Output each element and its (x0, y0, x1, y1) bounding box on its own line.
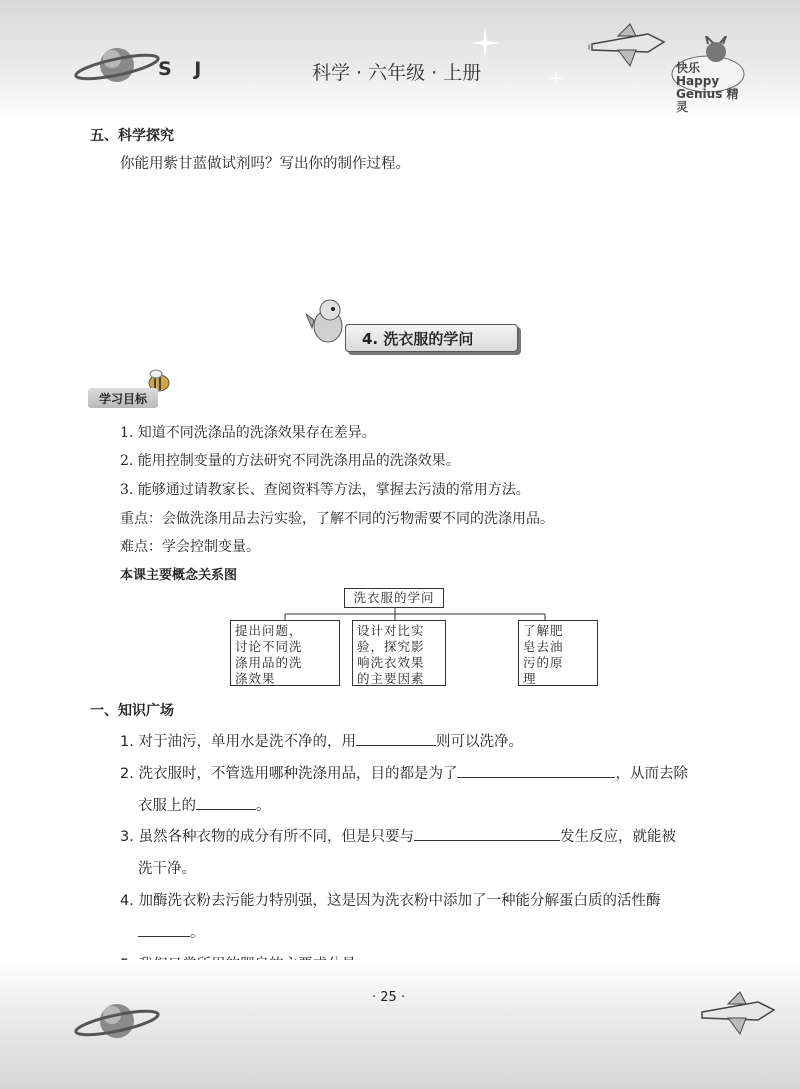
key-point: 重点：会做洗涤用品去污实验，了解不同的污物需要不同的洗涤用品。 (120, 511, 554, 527)
space-shuttle-icon (698, 990, 778, 1040)
answer-blank[interactable] (414, 826, 560, 841)
concept-map-node: 提出问题， 讨论不同洗 涤用品的洗 涤效果 (230, 620, 340, 686)
logo-text: 快乐 Happy Genius 精灵 (676, 61, 739, 114)
goal-item: 2. 能用控制变量的方法研究不同洗涤用品的洗涤效果。 (120, 453, 460, 469)
series-code: S J (158, 58, 210, 80)
lesson-title: 4. 洗衣服的学问 (345, 324, 518, 352)
space-shuttle-icon (588, 22, 668, 72)
answer-blank[interactable] (138, 922, 190, 937)
difficulty: 难点：学会控制变量。 (120, 539, 260, 555)
sparkle-icon (470, 28, 500, 58)
question-4-cont: 。 (138, 921, 205, 942)
section-five-title: 五、科学探究 (90, 128, 174, 144)
answer-blank[interactable] (356, 731, 436, 746)
planet-icon (72, 38, 162, 92)
goal-item: 1. 知道不同洗涤品的洗涤效果存在差异。 (120, 425, 376, 441)
question-2: 2. 洗衣服时，不管选用哪种洗涤用品，目的都是为了 ，从而去除 (120, 762, 688, 783)
page-number: · 25 · (372, 990, 406, 1005)
concept-map-node: 设计对比实 验，探究影 响洗衣效果 的主要因素 (352, 620, 446, 686)
question-2-cont: 衣服上的 。 (138, 794, 271, 815)
concept-map-root: 洗衣服的学问 (344, 588, 444, 608)
learning-goals-label: 学习目标 (88, 388, 158, 408)
question-3: 3. 虽然各种衣物的成分有所不同，但是只要与 发生反应，就能被 (120, 825, 676, 846)
book-title: 科学 · 六年级 · 上册 (312, 62, 482, 84)
sparkle-icon (548, 70, 564, 86)
answer-blank[interactable] (457, 763, 615, 778)
answer-blank[interactable] (196, 795, 256, 810)
question-4: 4. 加酶洗衣粉去污能力特别强，这是因为洗衣粉中添加了一种能分解蛋白质的活性酶 (120, 893, 661, 909)
section-five-question: 你能用紫甘蓝做试剂吗？写出你的制作过程。 (120, 156, 410, 172)
concept-map-title: 本课主要概念关系图 (120, 568, 238, 583)
section-one-title: 一、知识广场 (90, 703, 174, 719)
planet-icon (72, 994, 162, 1048)
question-3-cont: 洗干净。 (138, 861, 196, 877)
concept-map-node: 了解肥 皂去油 污的原 理 (518, 620, 598, 686)
question-1: 1. 对于油污，单用水是洗不净的，用 则可以洗净。 (120, 730, 523, 751)
goal-item: 3. 能够通过请教家长、查阅资料等方法，掌握去污渍的常用方法。 (120, 482, 530, 498)
